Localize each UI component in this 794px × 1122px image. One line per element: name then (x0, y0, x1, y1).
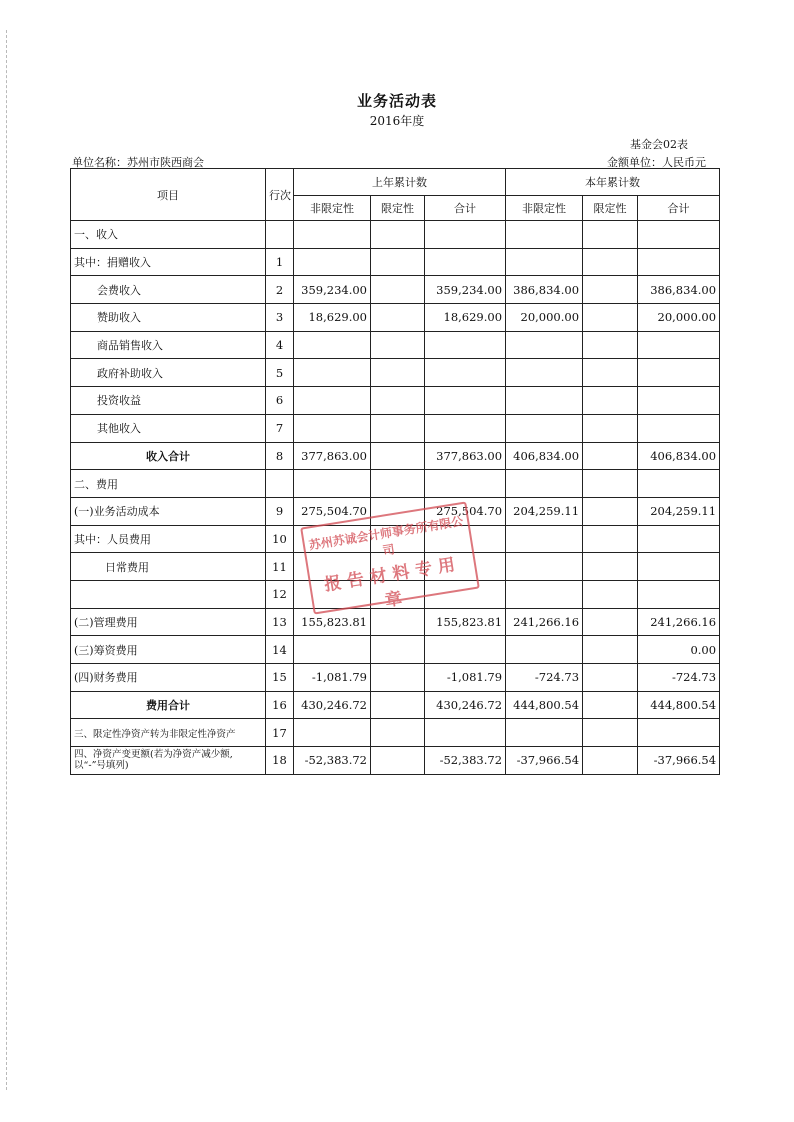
header-last-year: 上年累计数 (294, 169, 506, 196)
cell-ly-restricted (371, 691, 425, 719)
header-ly-unrestricted: 非限定性 (294, 196, 371, 221)
row-number: 13 (266, 608, 294, 636)
cell-ly-total: 18,629.00 (425, 304, 506, 332)
cell-ly-restricted (371, 331, 425, 359)
cell-ly-total (425, 221, 506, 249)
cell-ty-unrestricted (506, 387, 583, 415)
row-number: 7 (266, 414, 294, 442)
table-row (71, 276, 720, 304)
table-row (71, 580, 720, 608)
business-activity-table (70, 168, 720, 775)
cell-ty-restricted (583, 359, 638, 387)
cell-ty-restricted (583, 691, 638, 719)
row-label: 费用合计 (71, 691, 266, 719)
cell-ly-total (425, 719, 506, 747)
table-row (71, 497, 720, 525)
table-header-row (71, 169, 720, 196)
cell-ty-unrestricted (506, 525, 583, 553)
cell-ly-restricted (371, 747, 425, 775)
row-label: (三)筹资费用 (71, 636, 266, 664)
table-row (71, 331, 720, 359)
cell-ly-total: 430,246.72 (425, 691, 506, 719)
form-code: 基金会02表 (630, 138, 688, 151)
table-row (71, 414, 720, 442)
table-row (71, 248, 720, 276)
cell-ty-unrestricted: 20,000.00 (506, 304, 583, 332)
cell-ty-unrestricted (506, 331, 583, 359)
row-number: 11 (266, 553, 294, 581)
cell-ty-restricted (583, 248, 638, 276)
cell-ly-unrestricted (294, 470, 371, 498)
header-ty-unrestricted: 非限定性 (506, 196, 583, 221)
row-number: 3 (266, 304, 294, 332)
cell-ty-restricted (583, 442, 638, 470)
row-number: 15 (266, 664, 294, 692)
row-number: 18 (266, 747, 294, 775)
cell-ly-restricted (371, 664, 425, 692)
table-row (71, 221, 720, 249)
row-label: 其中：捐赠收入 (71, 248, 266, 276)
cell-ty-total (638, 470, 720, 498)
cell-ty-total (638, 221, 720, 249)
stamp-company-name: 苏州苏诚会计师事务所有限公司 (307, 514, 465, 558)
cell-ly-restricted (371, 248, 425, 276)
cell-ly-total (425, 636, 506, 664)
cell-ty-total: 20,000.00 (638, 304, 720, 332)
cell-ty-unrestricted (506, 359, 583, 387)
row-label: 日常费用 (71, 553, 266, 581)
cell-ty-unrestricted: 386,834.00 (506, 276, 583, 304)
cell-ly-unrestricted (294, 553, 371, 581)
cell-ly-total (425, 525, 506, 553)
cell-ly-unrestricted: 275,504.70 (294, 497, 371, 525)
cell-ly-total: 359,234.00 (425, 276, 506, 304)
row-number (266, 470, 294, 498)
cell-ly-total: 275,504.70 (425, 497, 506, 525)
cell-ty-unrestricted: 241,266.16 (506, 608, 583, 636)
cell-ly-unrestricted: 18,629.00 (294, 304, 371, 332)
cell-ly-restricted (371, 414, 425, 442)
header-this-year: 本年累计数 (506, 169, 720, 196)
binding-edge-line (6, 30, 8, 1090)
header-row-no: 行次 (266, 169, 294, 221)
cell-ty-unrestricted: 406,834.00 (506, 442, 583, 470)
cell-ly-unrestricted (294, 719, 371, 747)
cell-ly-total (425, 414, 506, 442)
cell-ty-restricted (583, 719, 638, 747)
cell-ty-restricted (583, 470, 638, 498)
cell-ly-restricted (371, 608, 425, 636)
cell-ly-unrestricted: 377,863.00 (294, 442, 371, 470)
cell-ty-restricted (583, 387, 638, 415)
cell-ty-restricted (583, 747, 638, 775)
cell-ty-total (638, 331, 720, 359)
cell-ly-total (425, 580, 506, 608)
cell-ty-restricted (583, 664, 638, 692)
cell-ly-unrestricted (294, 221, 371, 249)
cell-ly-unrestricted (294, 525, 371, 553)
table-row (71, 636, 720, 664)
cell-ty-unrestricted: 204,259.11 (506, 497, 583, 525)
header-ly-restricted: 限定性 (371, 196, 425, 221)
cell-ly-total: -1,081.79 (425, 664, 506, 692)
cell-ty-restricted (583, 636, 638, 664)
cell-ty-total (638, 580, 720, 608)
row-label: 政府补助收入 (71, 359, 266, 387)
cell-ty-total (638, 359, 720, 387)
row-label: 二、费用 (71, 470, 266, 498)
row-number: 4 (266, 331, 294, 359)
cell-ly-total (425, 553, 506, 581)
cell-ty-restricted (583, 497, 638, 525)
cell-ty-total: 0.00 (638, 636, 720, 664)
cell-ly-restricted (371, 387, 425, 415)
row-number: 1 (266, 248, 294, 276)
cell-ly-unrestricted (294, 387, 371, 415)
document-year: 2016年度 (369, 114, 425, 128)
cell-ty-restricted (583, 553, 638, 581)
row-number: 16 (266, 691, 294, 719)
row-label: 一、收入 (71, 221, 266, 249)
row-label: 投资收益 (71, 387, 266, 415)
cell-ly-restricted (371, 276, 425, 304)
cell-ly-restricted (371, 470, 425, 498)
cell-ly-unrestricted: -52,383.72 (294, 747, 371, 775)
cell-ly-restricted (371, 442, 425, 470)
organization-name: 单位名称：苏州市陕西商会 (72, 156, 204, 169)
cell-ly-total (425, 359, 506, 387)
table-row (71, 359, 720, 387)
cell-ty-total (638, 414, 720, 442)
table-row (71, 387, 720, 415)
table-row (71, 719, 720, 747)
table-row (71, 525, 720, 553)
cell-ty-total (638, 525, 720, 553)
table-row (71, 304, 720, 332)
cell-ty-unrestricted (506, 414, 583, 442)
cell-ly-total (425, 387, 506, 415)
row-number: 12 (266, 580, 294, 608)
row-number: 9 (266, 497, 294, 525)
cell-ly-restricted (371, 580, 425, 608)
row-number: 17 (266, 719, 294, 747)
cell-ly-restricted (371, 553, 425, 581)
cell-ty-total: -37,966.54 (638, 747, 720, 775)
cell-ly-total (425, 331, 506, 359)
cell-ty-total: 204,259.11 (638, 497, 720, 525)
row-number: 14 (266, 636, 294, 664)
cell-ly-unrestricted: 359,234.00 (294, 276, 371, 304)
cell-ly-unrestricted (294, 331, 371, 359)
cell-ty-restricted (583, 331, 638, 359)
cell-ty-unrestricted (506, 248, 583, 276)
currency-unit: 金额单位：人民币元 (607, 156, 706, 169)
row-label: 其中：人员费用 (71, 525, 266, 553)
cell-ly-unrestricted: -1,081.79 (294, 664, 371, 692)
cell-ly-restricted (371, 304, 425, 332)
cell-ly-unrestricted: 155,823.81 (294, 608, 371, 636)
cell-ly-unrestricted (294, 580, 371, 608)
cell-ly-unrestricted: 430,246.72 (294, 691, 371, 719)
cell-ty-total (638, 719, 720, 747)
cell-ty-total: 406,834.00 (638, 442, 720, 470)
cell-ty-restricted (583, 525, 638, 553)
table-row (71, 691, 720, 719)
row-number: 2 (266, 276, 294, 304)
cell-ty-restricted (583, 304, 638, 332)
cell-ly-restricted (371, 221, 425, 249)
cell-ly-restricted (371, 636, 425, 664)
cell-ty-restricted (583, 221, 638, 249)
row-label: (二)管理费用 (71, 608, 266, 636)
row-label: 赞助收入 (71, 304, 266, 332)
row-number: 8 (266, 442, 294, 470)
cell-ty-unrestricted (506, 719, 583, 747)
row-label: 商品销售收入 (71, 331, 266, 359)
cell-ty-unrestricted (506, 221, 583, 249)
header-item: 项目 (71, 169, 266, 221)
cell-ty-total: 444,800.54 (638, 691, 720, 719)
row-label: (四)财务费用 (71, 664, 266, 692)
row-label: 会费收入 (71, 276, 266, 304)
cell-ty-total (638, 553, 720, 581)
row-number: 6 (266, 387, 294, 415)
row-label: 三、限定性净资产转为非限定性净资产 (71, 719, 266, 747)
header-ty-total: 合计 (638, 196, 720, 221)
table-row (71, 553, 720, 581)
header-ly-total: 合计 (425, 196, 506, 221)
row-number: 5 (266, 359, 294, 387)
table-row (71, 747, 720, 775)
cell-ty-unrestricted (506, 636, 583, 664)
cell-ty-total (638, 387, 720, 415)
cell-ly-unrestricted (294, 248, 371, 276)
row-number: 10 (266, 525, 294, 553)
cell-ty-unrestricted: -724.73 (506, 664, 583, 692)
cell-ly-total: -52,383.72 (425, 747, 506, 775)
cell-ty-total (638, 248, 720, 276)
cell-ly-unrestricted (294, 359, 371, 387)
cell-ty-restricted (583, 580, 638, 608)
cell-ly-total: 377,863.00 (425, 442, 506, 470)
table-row (71, 608, 720, 636)
cell-ly-restricted (371, 525, 425, 553)
table-row (71, 470, 720, 498)
cell-ly-unrestricted (294, 414, 371, 442)
row-label: 其他收入 (71, 414, 266, 442)
row-label (71, 580, 266, 608)
row-label: (一)业务活动成本 (71, 497, 266, 525)
cell-ty-restricted (583, 414, 638, 442)
cell-ly-total: 155,823.81 (425, 608, 506, 636)
cell-ly-restricted (371, 359, 425, 387)
cell-ty-unrestricted: 444,800.54 (506, 691, 583, 719)
cell-ty-total: 386,834.00 (638, 276, 720, 304)
header-ty-restricted: 限定性 (583, 196, 638, 221)
cell-ly-restricted (371, 497, 425, 525)
cell-ty-unrestricted: -37,966.54 (506, 747, 583, 775)
cell-ty-total: 241,266.16 (638, 608, 720, 636)
cell-ly-unrestricted (294, 636, 371, 664)
document-title: 业务活动表 (356, 92, 437, 110)
cell-ty-total: -724.73 (638, 664, 720, 692)
row-label: 四、净资产变更额(若为净资产减少额,以“-”号填列) (71, 747, 266, 775)
cell-ty-unrestricted (506, 580, 583, 608)
cell-ty-unrestricted (506, 553, 583, 581)
cell-ty-unrestricted (506, 470, 583, 498)
cell-ty-restricted (583, 608, 638, 636)
row-label: 收入合计 (71, 442, 266, 470)
cell-ly-restricted (371, 719, 425, 747)
cell-ly-total (425, 470, 506, 498)
stamp-purpose: 报告材料专用章 (322, 554, 463, 612)
table-row (71, 664, 720, 692)
table-row (71, 442, 720, 470)
cell-ty-restricted (583, 276, 638, 304)
cell-ly-total (425, 248, 506, 276)
row-number (266, 221, 294, 249)
